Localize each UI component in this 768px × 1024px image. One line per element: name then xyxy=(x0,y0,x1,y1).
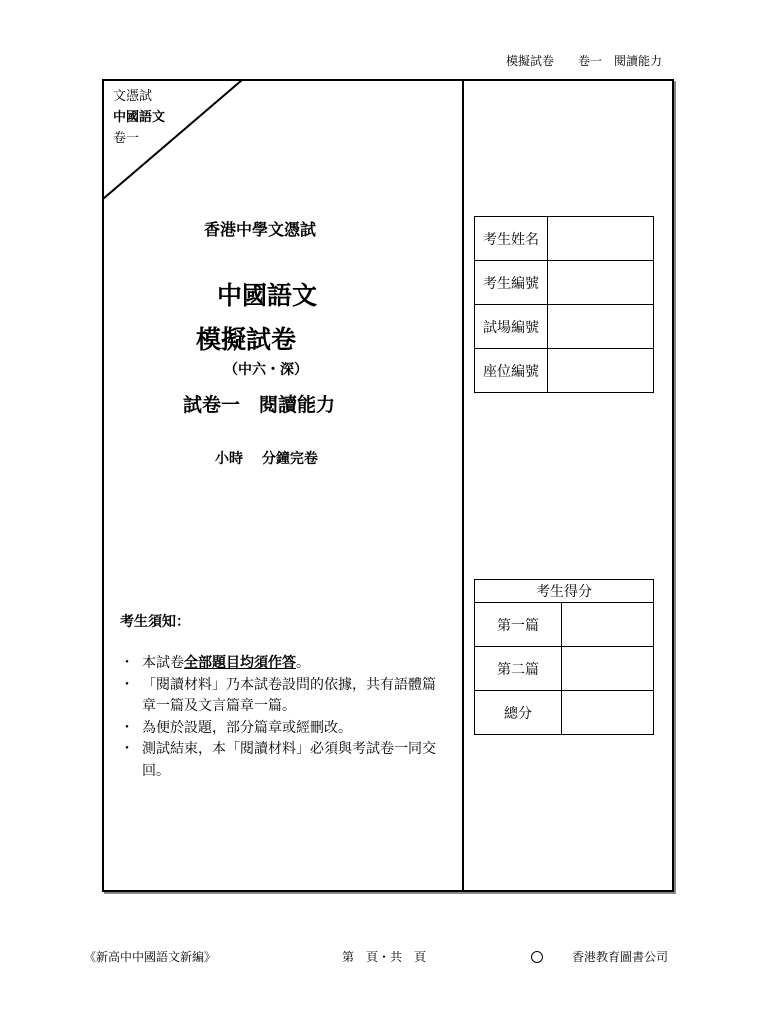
footer-publisher: 香港教育圖書公司 xyxy=(572,950,669,964)
section-2-score-field[interactable] xyxy=(562,647,654,691)
notice-item-text: 為便於設題，部分篇章或經刪改。 xyxy=(142,719,352,736)
corner-line-3: 卷一 xyxy=(113,131,140,146)
candidate-name-field[interactable] xyxy=(548,217,654,261)
notice-item-text: 測試結束，本「閱讀材料」必須與考試卷一同交回。 xyxy=(142,741,436,779)
list-item xyxy=(120,653,440,675)
centre-number-label: 試場編號 xyxy=(475,305,548,349)
subject-title: 中國語文 xyxy=(217,281,318,310)
centre-number-field[interactable] xyxy=(548,305,654,349)
total-label: 總分 xyxy=(475,691,562,735)
section-1-label: 第一篇 xyxy=(475,603,562,647)
bullet-icon: ・ xyxy=(120,655,134,671)
bullet-icon: ・ xyxy=(120,741,134,757)
candidate-number-label: 考生編號 xyxy=(475,261,548,305)
score-table xyxy=(474,579,654,735)
notice-item-text: 「閱讀材料」乃本試卷設問的依據，共有語體篇章一篇及文言篇章一篇。 xyxy=(142,676,436,714)
exam-title: 香港中學文憑試 xyxy=(204,220,317,239)
candidate-info-table xyxy=(474,216,654,393)
corner-line-2: 中國語文 xyxy=(113,110,166,125)
notice-item-text: 本試卷全部題目均須作答。 xyxy=(142,655,310,671)
seat-number-field[interactable] xyxy=(548,349,654,393)
list-item xyxy=(120,718,440,740)
section-2-label: 第二篇 xyxy=(475,647,562,691)
table-row xyxy=(475,691,654,735)
table-row xyxy=(475,647,654,691)
seat-number-label: 座位編號 xyxy=(475,349,548,393)
table-row xyxy=(475,603,654,647)
notice-title: 考生須知： xyxy=(120,614,190,630)
section-1-score-field[interactable] xyxy=(562,603,654,647)
page-header: 模擬試卷 卷一 閱讀能力 xyxy=(506,54,663,68)
level-label: （中六・深） xyxy=(224,362,308,378)
column-divider xyxy=(462,79,464,890)
table-row xyxy=(475,261,654,305)
duration-label: 小時 分鐘完卷 xyxy=(215,451,318,467)
paper-type-title: 模擬試卷 xyxy=(196,325,297,354)
candidate-name-label: 考生姓名 xyxy=(475,217,548,261)
table-row xyxy=(475,349,654,393)
table-row xyxy=(475,580,654,603)
list-item xyxy=(120,675,440,718)
list-item xyxy=(120,739,440,782)
corner-line-1: 文憑試 xyxy=(113,89,153,104)
paper-title: 試卷一 閱讀能力 xyxy=(183,394,336,416)
corner-label xyxy=(113,86,165,149)
emphasis-text: 全部題目均須作答 xyxy=(184,655,296,671)
footer-book-title: 《新高中中國語文新編》 xyxy=(84,950,217,964)
bullet-icon: ・ xyxy=(120,719,134,736)
table-row xyxy=(475,217,654,261)
bullet-icon: ・ xyxy=(120,676,134,693)
notice-list xyxy=(120,653,440,782)
footer-page-number: 第 頁・共 頁 xyxy=(342,950,427,964)
circle-icon xyxy=(531,951,543,963)
candidate-number-field[interactable] xyxy=(548,261,654,305)
table-row xyxy=(475,305,654,349)
score-table-title: 考生得分 xyxy=(475,580,654,603)
total-score-field[interactable] xyxy=(562,691,654,735)
